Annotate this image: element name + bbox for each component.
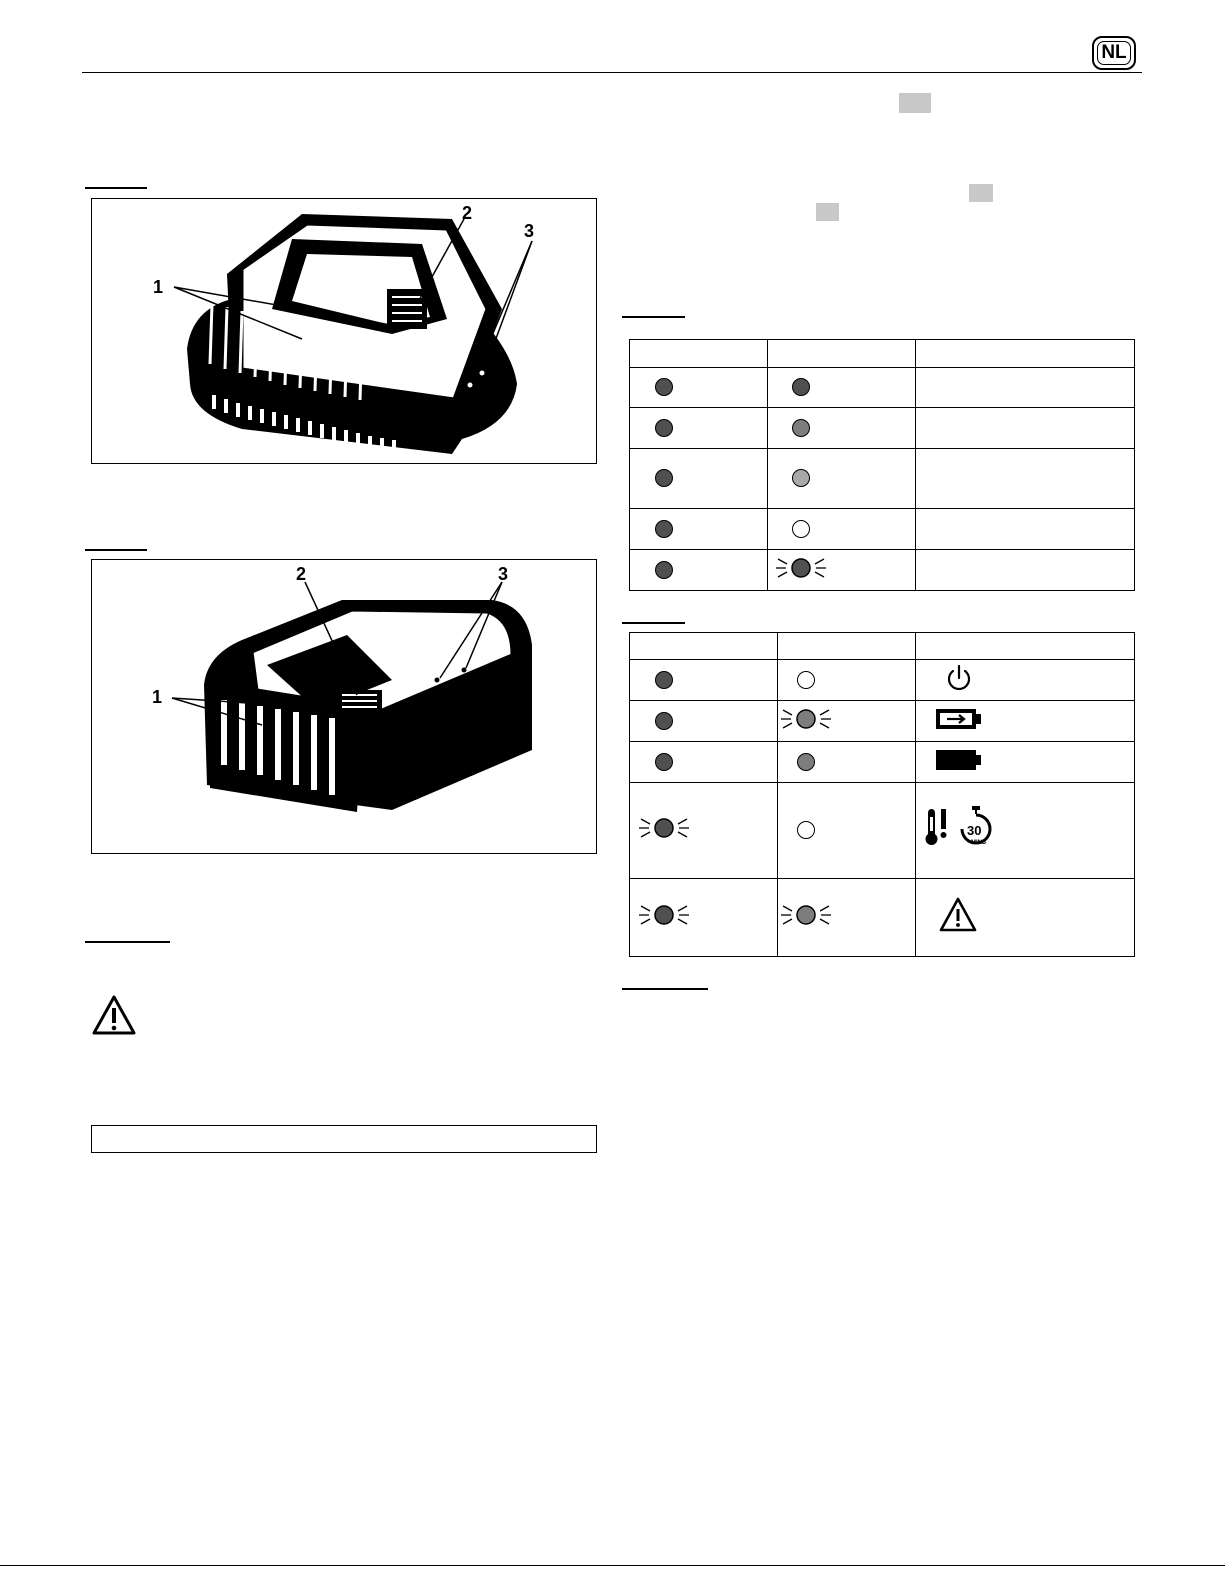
header-rule [82, 72, 1142, 73]
power-icon [944, 663, 974, 693]
table-row [630, 660, 1135, 701]
table-row [630, 368, 1135, 408]
highlight-box-2 [969, 184, 993, 202]
timer-unit: MINS [971, 840, 987, 846]
led-red-on [655, 561, 673, 579]
table-row [630, 742, 1135, 783]
timer-icon [962, 806, 990, 846]
figure-charger-angled [91, 198, 597, 464]
section-heading-rule-table-1 [622, 316, 685, 318]
warning-triangle-icon [938, 896, 978, 934]
note-box [91, 1125, 597, 1153]
warning-triangle-icon [90, 993, 138, 1039]
led-red-on [655, 671, 673, 689]
callout-1: 1 [152, 687, 163, 707]
table-row [630, 701, 1135, 742]
language-badge [1092, 36, 1136, 70]
led-red-on [655, 469, 673, 487]
led-blinking-icon [779, 900, 833, 930]
led-green-on [792, 378, 810, 396]
section-heading-rule-notes [622, 988, 708, 990]
figure-charger-box [91, 559, 597, 854]
led-green-on [797, 753, 815, 771]
table-row [630, 408, 1135, 449]
led-green-off [792, 520, 810, 538]
led-red-on [655, 378, 673, 396]
led-blinking-icon [774, 553, 828, 583]
table-row [630, 879, 1135, 957]
table-header-row [630, 340, 1135, 368]
section-heading-rule-safety [85, 941, 170, 943]
led-red-on [655, 419, 673, 437]
callout-3: 3 [498, 564, 509, 584]
table-row [630, 550, 1135, 591]
led-red-on [655, 753, 673, 771]
led-red-on [655, 520, 673, 538]
led-table-2 [629, 632, 1135, 957]
charger-illustration-b [92, 560, 596, 853]
led-blinking-icon [779, 704, 833, 734]
battery-charging-icon [935, 707, 983, 731]
callout-1: 1 [153, 277, 164, 297]
table-row [630, 509, 1135, 550]
led-green-on [792, 469, 810, 487]
led-blinking-icon [637, 900, 691, 930]
led-green-off [797, 671, 815, 689]
thermometer-warning-icon [926, 809, 947, 845]
section-heading-rule-fig-a [85, 187, 147, 189]
led-table-1 [629, 339, 1135, 591]
highlight-box-1 [899, 93, 931, 113]
timer-number: 30 [967, 823, 982, 838]
battery-full-icon [935, 748, 983, 772]
led-green-on [792, 419, 810, 437]
callout-2: 2 [462, 203, 473, 223]
table-row [630, 449, 1135, 509]
table-row [630, 783, 1135, 879]
led-green-off [797, 821, 815, 839]
footer-rule [0, 1565, 1225, 1566]
section-heading-rule-table-2 [622, 622, 685, 624]
thermometer-timer-icon [920, 803, 1010, 853]
callout-3: 3 [524, 221, 535, 241]
charger-illustration-a [92, 199, 596, 463]
table-header-row [630, 633, 1135, 660]
highlight-box-3 [816, 203, 839, 221]
led-blinking-icon [637, 813, 691, 843]
led-red-on [655, 712, 673, 730]
language-badge-label: NL [1101, 42, 1127, 63]
callout-2: 2 [296, 564, 307, 584]
section-heading-rule-fig-b [85, 549, 147, 551]
